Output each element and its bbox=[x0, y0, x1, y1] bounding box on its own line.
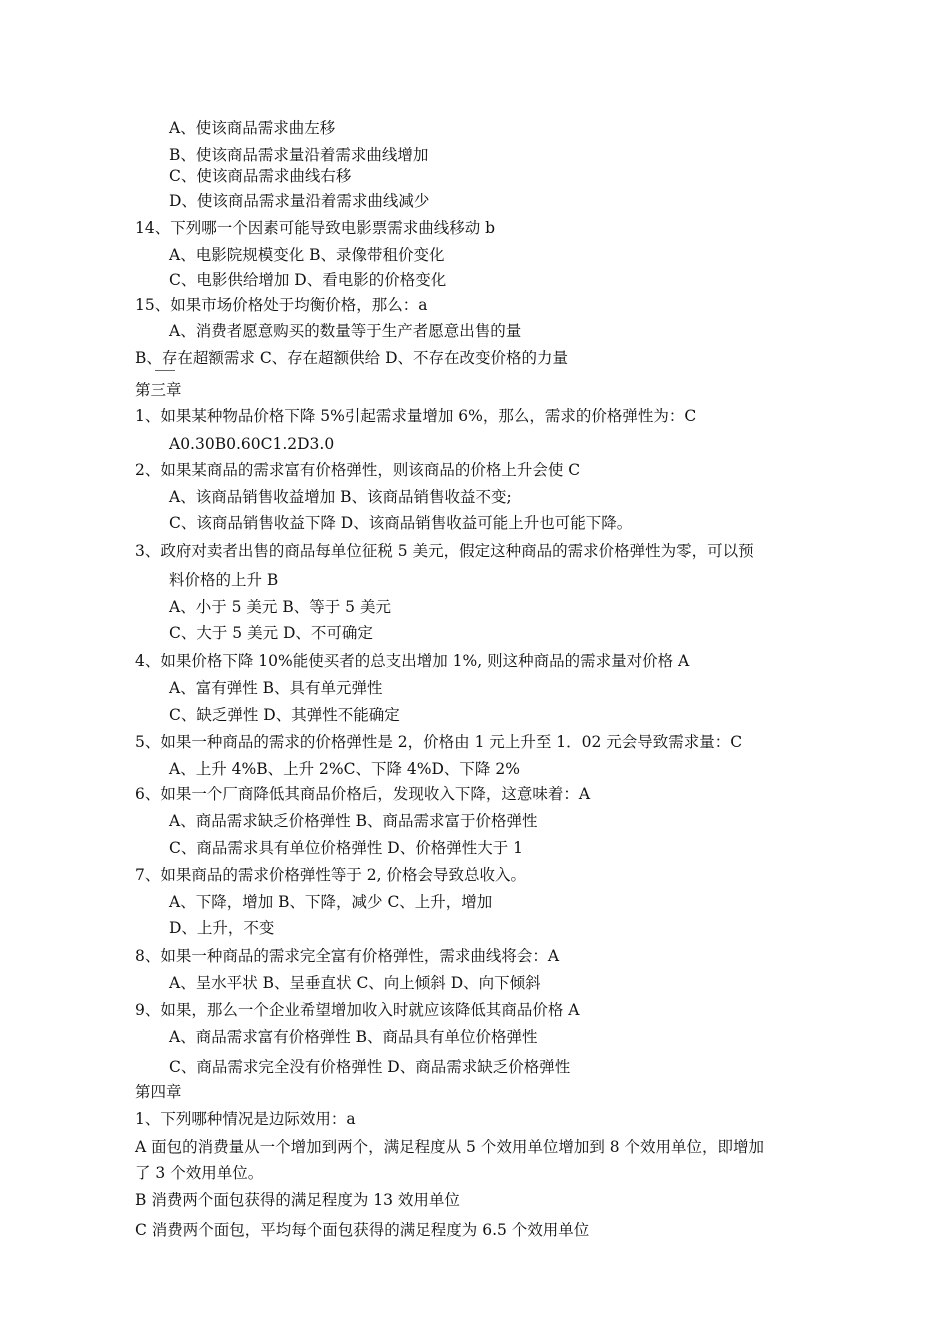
question-line: 2、如果某商品的需求富有价格弹性，则该商品的价格上升会使 C bbox=[135, 461, 581, 479]
option-line: A、该商品销售收益增加 B、该商品销售收益不变; bbox=[169, 488, 512, 506]
question-line: 14、下列哪一个因素可能导致电影票需求曲线移动 b bbox=[135, 219, 496, 237]
option-line: A、小于 5 美元 B、等于 5 美元 bbox=[169, 598, 391, 616]
question-line: 1、下列哪种情况是边际效用：a bbox=[135, 1110, 356, 1128]
option-line: C、使该商品需求曲线右移 bbox=[169, 167, 352, 185]
option-line: C 消费两个面包，平均每个面包获得的满足程度为 6.5 个效用单位 bbox=[135, 1221, 590, 1239]
question-line: 1、如果某种物品价格下降 5%引起需求量增加 6%，那么，需求的价格弹性为：C bbox=[135, 407, 697, 425]
option-continuation: 了 3 个效用单位。 bbox=[135, 1164, 264, 1182]
option-line: A、富有弹性 B、具有单元弹性 bbox=[169, 679, 383, 697]
option-line: B 消费两个面包获得的满足程度为 13 效用单位 bbox=[135, 1191, 460, 1209]
small-mark bbox=[155, 370, 175, 371]
question-line: 6、如果一个厂商降低其商品价格后，发现收入下降，这意味着：A bbox=[135, 785, 591, 803]
option-line: D、使该商品需求量沿着需求曲线减少 bbox=[169, 192, 430, 210]
question-line: 5、如果一种商品的需求的价格弹性是 2，价格由 1 元上升至 1．02 元会导致需求量：C bbox=[135, 733, 743, 751]
chapter-heading: 第三章 bbox=[135, 381, 182, 399]
option-line: A、下降，增加 B、下降，减少 C、上升，增加 bbox=[169, 893, 493, 911]
option-line: C、商品需求完全没有价格弹性 D、商品需求缺乏价格弹性 bbox=[169, 1058, 571, 1076]
option-line: C、商品需求具有单位价格弹性 D、价格弹性大于 1 bbox=[169, 839, 524, 857]
question-line: 3、政府对卖者出售的商品每单位征税 5 美元，假定这种商品的需求价格弹性为零，可以预 bbox=[135, 542, 754, 560]
option-line: A、商品需求缺乏价格弹性 B、商品需求富于价格弹性 bbox=[169, 812, 538, 830]
option-line: B、存在超额需求 C、存在超额供给 D、不存在改变价格的力量 bbox=[135, 349, 569, 367]
chapter-heading: 第四章 bbox=[135, 1083, 182, 1101]
option-line: B、使该商品需求量沿着需求曲线增加 bbox=[169, 146, 429, 164]
option-line: A、电影院规模变化 B、录像带租价变化 bbox=[169, 246, 445, 264]
option-line: A 面包的消费量从一个增加到两个，满足程度从 5 个效用单位增加到 8 个效用单位，即增加 bbox=[135, 1138, 765, 1156]
option-line: C、电影供给增加 D、看电影的价格变化 bbox=[169, 271, 447, 289]
option-line: A、商品需求富有价格弹性 B、商品具有单位价格弹性 bbox=[169, 1028, 538, 1046]
question-line: 4、如果价格下降 10%能使买者的总支出增加 1%, 则这种商品的需求量对价格 A bbox=[135, 652, 690, 670]
option-line: A、呈水平状 B、呈垂直状 C、向上倾斜 D、向下倾斜 bbox=[169, 974, 541, 992]
question-line: 9、如果，那么一个企业希望增加收入时就应该降低其商品价格 A bbox=[135, 1001, 580, 1019]
option-line: C、大于 5 美元 D、不可确定 bbox=[169, 624, 373, 642]
option-line: C、该商品销售收益下降 D、该商品销售收益可能上升也可能下降。 bbox=[169, 514, 633, 532]
option-line: C、缺乏弹性 D、其弹性不能确定 bbox=[169, 706, 400, 724]
option-line: A、使该商品需求曲左移 bbox=[169, 119, 336, 137]
option-line: A、消费者愿意购买的数量等于生产者愿意出售的量 bbox=[169, 322, 522, 340]
question-continuation: 料价格的上升 B bbox=[169, 571, 279, 589]
question-line: 15、如果市场价格处于均衡价格，那么：a bbox=[135, 296, 428, 314]
option-line: A、上升 4%B、上升 2%C、下降 4%D、下降 2% bbox=[169, 760, 520, 778]
question-line: 8、如果一种商品的需求完全富有价格弹性，需求曲线将会：A bbox=[135, 947, 560, 965]
option-line: A0.30B0.60C1.2D3.0 bbox=[169, 435, 335, 453]
option-line: D、上升，不变 bbox=[169, 919, 275, 937]
question-line: 7、如果商品的需求价格弹性等于 2, 价格会导致总收入。 bbox=[135, 866, 527, 884]
